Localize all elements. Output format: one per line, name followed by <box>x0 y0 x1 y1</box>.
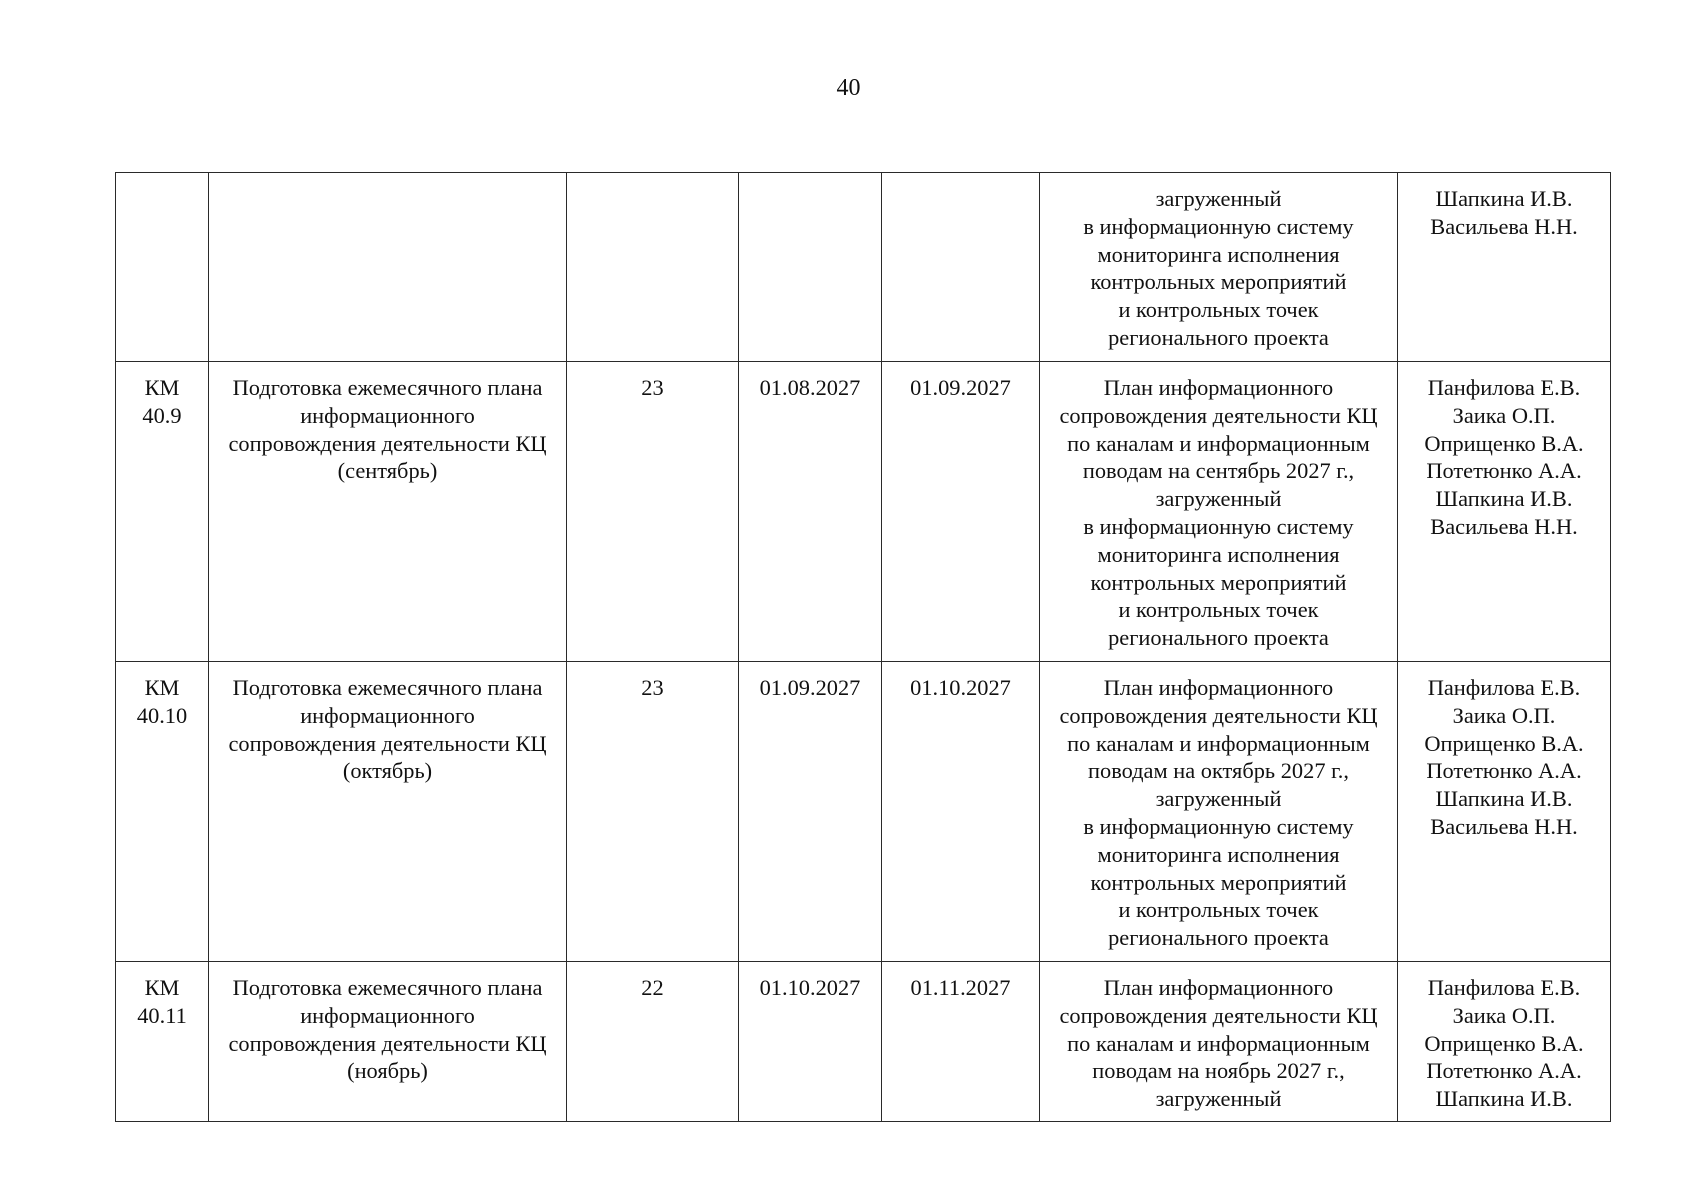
start-date-cell: 01.08.2027 <box>739 362 882 662</box>
event-name-cell <box>209 173 567 362</box>
control-events-table <box>115 172 1611 1122</box>
event-code-cell: КМ 40.11 <box>116 962 209 1122</box>
start-date-cell <box>739 173 882 362</box>
duration-cell: 23 <box>567 662 739 962</box>
event-name-cell: Подготовка ежемесячного плана информационного сопровождения деятельности КЦ (ноябрь) <box>209 962 567 1122</box>
result-cell: План информационного сопровождения деятельности КЦ по каналам и информационным поводам на сентябрь 2027 г., загруженный в информационную систему мониторинга исполнения контрольных мероприятий и контрольных точек регионального проекта <box>1040 362 1398 662</box>
responsible-cell: Шапкина И.В. Васильева Н.Н. <box>1398 173 1611 362</box>
event-code-cell: КМ 40.9 <box>116 362 209 662</box>
event-code-cell: КМ 40.10 <box>116 662 209 962</box>
table-row <box>116 662 1611 962</box>
end-date-cell: 01.09.2027 <box>882 362 1040 662</box>
event-code-cell <box>116 173 209 362</box>
table-row <box>116 962 1611 1122</box>
result-cell: План информационного сопровождения деятельности КЦ по каналам и информационным поводам на ноябрь 2027 г., загруженный <box>1040 962 1398 1122</box>
responsible-cell: Панфилова Е.В. Заика О.П. Оприщенко В.А. Потетюнко А.А. Шапкина И.В. Васильева Н.Н. <box>1398 662 1611 962</box>
end-date-cell <box>882 173 1040 362</box>
table-row <box>116 362 1611 662</box>
duration-cell: 22 <box>567 962 739 1122</box>
start-date-cell: 01.10.2027 <box>739 962 882 1122</box>
table-row <box>116 173 1611 362</box>
start-date-cell: 01.09.2027 <box>739 662 882 962</box>
responsible-cell: Панфилова Е.В. Заика О.П. Оприщенко В.А. Потетюнко А.А. Шапкина И.В. <box>1398 962 1611 1122</box>
duration-cell <box>567 173 739 362</box>
end-date-cell: 01.10.2027 <box>882 662 1040 962</box>
end-date-cell: 01.11.2027 <box>882 962 1040 1122</box>
duration-cell: 23 <box>567 362 739 662</box>
page-number: 40 <box>836 75 861 101</box>
event-name-cell: Подготовка ежемесячного плана информационного сопровождения деятельности КЦ (сентябрь) <box>209 362 567 662</box>
responsible-cell: Панфилова Е.В. Заика О.П. Оприщенко В.А. Потетюнко А.А. Шапкина И.В. Васильева Н.Н. <box>1398 362 1611 662</box>
result-cell: План информационного сопровождения деятельности КЦ по каналам и информационным поводам на октябрь 2027 г., загруженный в информационную систему мониторинга исполнения контрольных мероприятий и контрольных точек регионального проекта <box>1040 662 1398 962</box>
result-cell: загруженный в информационную систему мониторинга исполнения контрольных мероприятий и контрольных точек регионального проекта <box>1040 173 1398 362</box>
event-name-cell: Подготовка ежемесячного плана информационного сопровождения деятельности КЦ (октябрь) <box>209 662 567 962</box>
